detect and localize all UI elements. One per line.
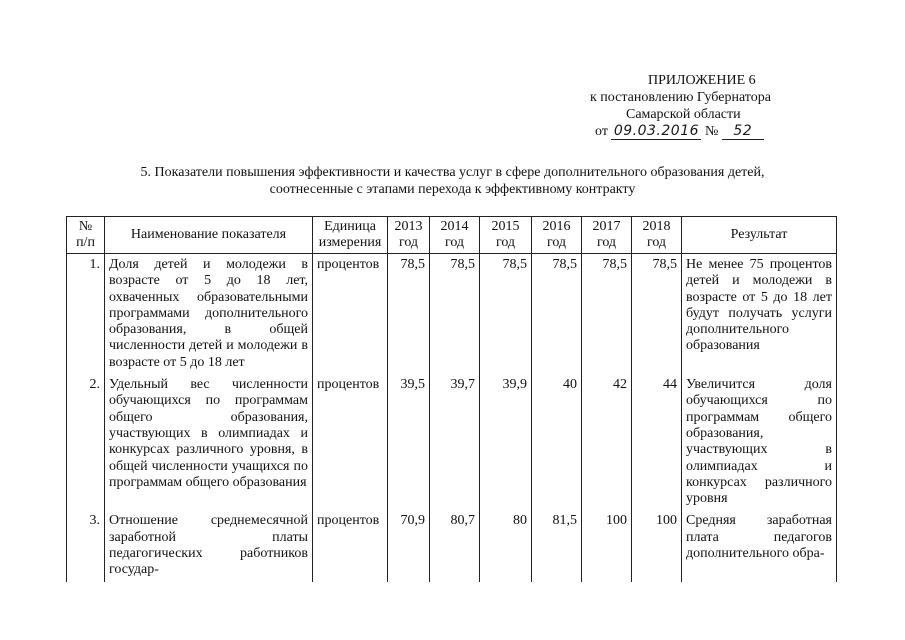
value-2017: 78,5 <box>582 254 632 375</box>
value-2013: 70,9 <box>388 510 430 581</box>
heading-line-1: 5. Показатели повышения эффективности и качества услуг в сфере дополнительного образования детей, <box>140 165 765 180</box>
value-2017: 42 <box>582 374 632 510</box>
table-row <box>67 510 837 581</box>
value-2013: 39,5 <box>388 374 430 510</box>
value-2015: 39,9 <box>480 374 532 510</box>
date-label: от <box>595 124 608 139</box>
appendix-decree-line: к постановлению Губернатора <box>590 90 771 105</box>
value-2018: 44 <box>632 374 682 510</box>
appendix-date-number-line <box>560 123 860 140</box>
header-year-2015: 2015 год <box>480 217 532 254</box>
header-year-2014: 2014 год <box>430 217 480 254</box>
row-number: 1. <box>67 254 105 375</box>
header-number: № п/п <box>67 217 105 254</box>
header-year-2013: 2013 год <box>388 217 430 254</box>
value-2014: 78,5 <box>430 254 480 375</box>
unit-cell: процентов <box>313 510 388 581</box>
header-result: Результат <box>682 217 837 254</box>
row-number: 2. <box>67 374 105 510</box>
value-2014: 39,7 <box>430 374 480 510</box>
appendix-region-line: Самарской области <box>626 107 741 122</box>
value-2018: 78,5 <box>632 254 682 375</box>
number-label: № <box>704 124 719 139</box>
unit-cell: процентов <box>313 374 388 510</box>
handwritten-number: 52 <box>722 124 764 140</box>
header-year-2017: 2017 год <box>582 217 632 254</box>
indicators-table <box>66 216 837 582</box>
handwritten-date: 09.03.2016 <box>611 124 701 140</box>
header-year-2018: 2018 год <box>632 217 682 254</box>
appendix-title: ПРИЛОЖЕНИЕ 6 <box>648 73 756 88</box>
table-header-row <box>67 217 837 254</box>
value-2013: 78,5 <box>388 254 430 375</box>
value-2014: 80,7 <box>430 510 480 581</box>
table-row <box>67 374 837 510</box>
value-2015: 80 <box>480 510 532 581</box>
header-unit: Единица измерения <box>313 217 388 254</box>
indicator-name: Отношение среднемесячной заработной платы педагогических работников государ- <box>105 510 313 581</box>
header-year-2016: 2016 год <box>532 217 582 254</box>
value-2017: 100 <box>582 510 632 581</box>
appendix-block <box>560 72 860 140</box>
indicator-name: Удельный вес численности обучающихся по программам общего образования, участвующих в олимпиадах и конкурсах различного уровня, в общей численности учащихся по программам общего образования <box>105 374 313 510</box>
value-2016: 40 <box>532 374 582 510</box>
result-cell: Не менее 75 процентов детей и молодежи в возрасте от 5 до 18 лет будут получать услуги дополнительного образования <box>682 254 837 375</box>
header-indicator-name: Наименование показателя <box>105 217 313 254</box>
result-cell: Увеличится доля обучающихся по программам общего образования, участвующих в олимпиадах и конкурсах различного уровня <box>682 374 837 510</box>
row-number: 3. <box>67 510 105 581</box>
heading-line-2: соотнесенные с этапами перехода к эффективному контракту <box>269 182 636 197</box>
table-row <box>67 254 837 375</box>
section-heading <box>0 164 905 198</box>
value-2015: 78,5 <box>480 254 532 375</box>
value-2018: 100 <box>632 510 682 581</box>
value-2016: 81,5 <box>532 510 582 581</box>
unit-cell: процентов <box>313 254 388 375</box>
indicator-name: Доля детей и молодежи в возрасте от 5 до 18 лет, охваченных образовательными программами дополнительного образования, в общей численности детей и молодежи в возрасте от 5 до 18 лет <box>105 254 313 375</box>
value-2016: 78,5 <box>532 254 582 375</box>
result-cell: Средняя заработная плата педагогов дополнительного обра- <box>682 510 837 581</box>
